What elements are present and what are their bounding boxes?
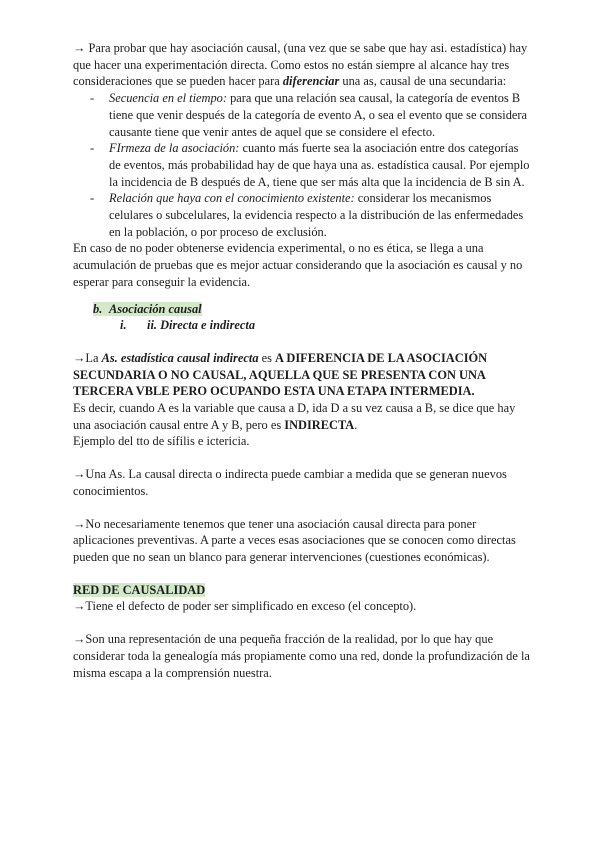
arrow-icon: →: [73, 632, 86, 647]
paragraph-change: →Una As. La causal directa o indirecta puede cambiar a medida que se generan nuevos conocimientos.: [73, 467, 507, 498]
section-heading-i: i. ii. Directa e indirecta: [120, 318, 256, 333]
arrow-icon: →: [73, 467, 86, 482]
list-item: - Relación que haya con el conocimiento existente: considerar los mecanismos celulares o subcelulares, la evidencia respecto a la distribución de las enfermedades en la población, o por proceso de exclusión.: [90, 191, 524, 239]
arrow-icon: →: [73, 350, 86, 365]
paragraph-example: Ejemplo del tto de sífilis e ictericia.: [73, 434, 250, 449]
paragraph-indirect: →La As. estadística causal indirecta es A DIFERENCIA DE LA ASOCIACIÓN SECUNDARIA O NO CAUSAL, AQUELLA QUE SE PRESENTA CON UNA TERCERA VBLE PERO OCUPANDO ESTA UNA ETAPA INTERMEDIA.: [73, 350, 488, 399]
arrow-icon: →: [73, 516, 86, 531]
list-item: - FIrmeza de la asociación: cuanto más fuerte sea la asociación entre dos categorías de eventos, más probabilidad hay de que haya una as. estadística causal. Por ejemplo la incidencia de B después de A, tiene que ser más alta que la incidencia de B sin A.: [90, 141, 530, 189]
document-page: [73, 40, 531, 681]
paragraph-red-network: →Son una representación de una pequeña fracción de la realidad, por lo que hay que considerar toda la genealogía más propiamente como una red, donde la profundización de la misma escapa a la comprensión nuestra.: [73, 632, 530, 680]
considerations-list: [73, 90, 531, 240]
emphasis-diferenciar: diferenciar: [282, 74, 340, 89]
paragraph-indirect-explanation: Es decir, cuando A es la variable que causa a D, ida D a su vez causa a B, se dice que hay una asociación causal entre A y B, pero es INDIRECTA.: [73, 401, 516, 432]
section-heading-b: b. Asociación causal: [93, 301, 202, 316]
arrow-icon: →: [73, 41, 86, 55]
list-item: - Secuencia en el tiempo: para que una relación sea causal, la categoría de eventos B tiene que venir después de la categoría de evento A, o sea el evento que se considera causante tiene que venir antes de aquel que se considere el efecto.: [90, 91, 528, 139]
dash-bullet: -: [90, 141, 95, 156]
paragraph-evidence: En caso de no poder obtenerse evidencia experimental, o no es ética, se llega a una acumulación de pruebas que es mejor actuar considerando que la asociación es causal y no esperar para conseguir la evidencia.: [73, 241, 523, 289]
paragraph-intro: → Para probar que hay asociación causal, (una vez que se sabe que hay asi. estadística) hay que hacer una experimentación directa. Como estos no están siempre al alcance hay tres consideraciones que se pueden hacer para diferenciar una as, causal de una secundaria:: [73, 41, 528, 89]
section-heading-red: RED DE CAUSALIDAD: [73, 582, 206, 597]
paragraph-red-defect: →Tiene el defecto de poder ser simplificado en exceso (el concepto).: [73, 599, 417, 614]
dash-bullet: -: [90, 91, 95, 106]
paragraph-preventive: →No necesariamente tenemos que tener una asociación causal directa para poner aplicaciones preventivas. A parte a veces esas asociaciones que se conocen como directas pueden que no sean un blanco para generar intervenciones (cuestiones económicas).: [73, 516, 516, 564]
arrow-icon: →: [73, 599, 86, 614]
dash-bullet: -: [90, 191, 95, 206]
